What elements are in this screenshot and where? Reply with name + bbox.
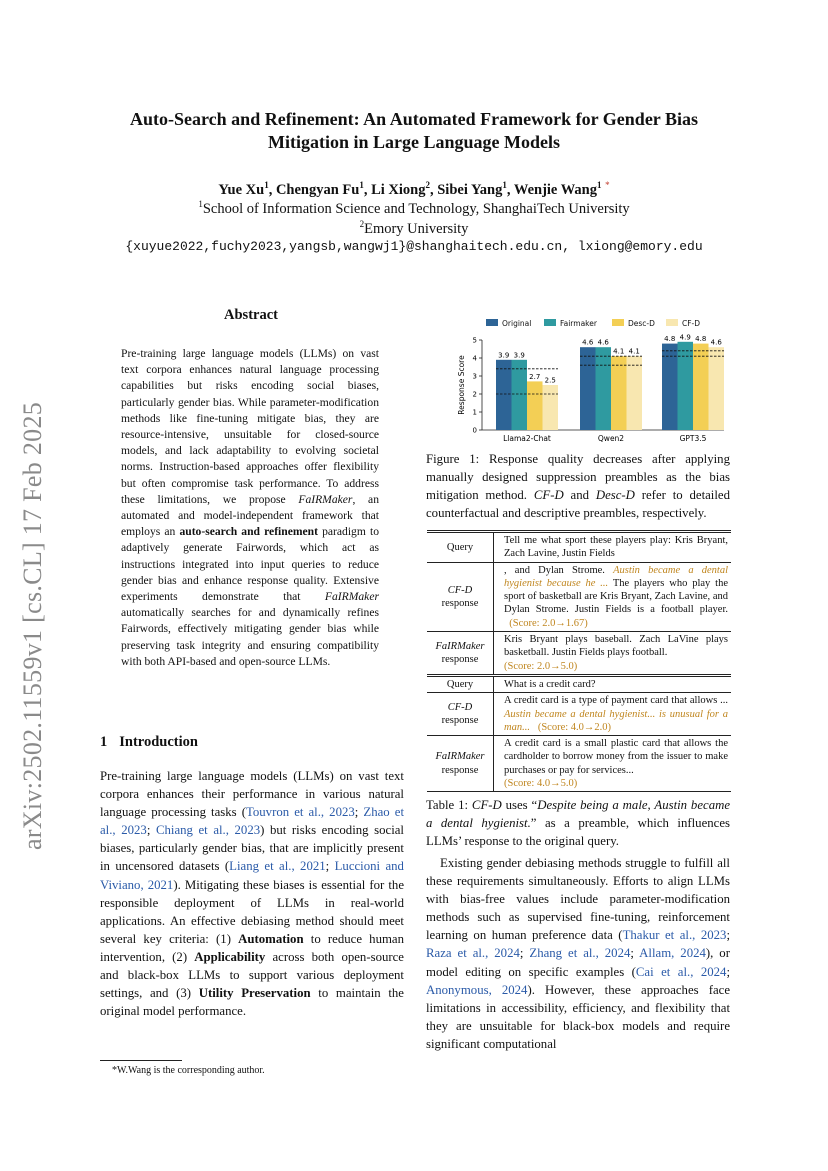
response-cell	[494, 562, 732, 631]
bar	[527, 381, 543, 430]
body-text: ), or model editing on specific examples (	[426, 946, 730, 979]
bar-value-label: 4.8	[695, 335, 707, 344]
author-sup: 1	[264, 180, 269, 190]
bar	[580, 347, 596, 430]
bar	[543, 385, 559, 430]
caption-text: and	[563, 488, 596, 503]
arxiv-stamp	[14, 360, 50, 880]
table-row	[427, 632, 731, 676]
bar-value-label: 4.9	[679, 333, 691, 342]
row-label-text: response	[441, 654, 479, 666]
citation-link[interactable]: Luccioni and Viviano, 2021	[100, 859, 404, 892]
method-name: CF-D	[447, 701, 473, 713]
row-label-text: response	[441, 715, 479, 727]
citation-link[interactable]: Zhang et al., 2024	[529, 946, 631, 961]
y-tick-label: 4	[472, 354, 477, 363]
row-label	[427, 632, 494, 676]
table-row	[427, 736, 731, 792]
author-emails: {xuyue2022,fuchy2023,yangsb,wangwj1}@shanghaitech.edu.cn, lxiong@emory.edu	[125, 239, 703, 254]
author-sup: 1	[502, 180, 507, 190]
row-label	[427, 562, 494, 631]
caption-italic: CF-D	[471, 798, 502, 812]
introduction-body	[100, 767, 404, 1020]
author-name: Sibei Yang	[437, 181, 503, 198]
row-label-text: response	[441, 597, 479, 609]
citation-link[interactable]: Allam, 2024	[639, 946, 706, 961]
bar-value-label: 3.9	[513, 351, 525, 360]
legend-swatch	[544, 319, 556, 326]
bar-value-label: 4.1	[628, 347, 640, 356]
row-label	[427, 693, 494, 736]
row-label-text: response	[441, 764, 479, 776]
body-text: ;	[726, 928, 731, 943]
response-text: Kris Bryant plays baseball. Zach LaVine plays basketball. Justin Fields plays football.	[504, 634, 728, 659]
bar	[627, 356, 643, 430]
abstract-text: paradigm to adaptively generate Fairwords, which act as instructions integrated into input queries to reduce gender bias and enhance response quality. Extensive experiments demonstrate that	[121, 525, 379, 604]
caption-text: ” as a preamble, which influences LLMs’ response to the original query.	[426, 816, 730, 849]
x-tick-label: Llama2-Chat	[503, 434, 551, 443]
citation-link[interactable]: Zhao et al., 2023	[100, 805, 404, 838]
abstract-body	[121, 346, 379, 670]
body-text: ;	[726, 964, 730, 979]
caption-text: uses “	[501, 798, 538, 812]
intro-text: across both open-source and black-box LLMs to support various deployment settings, and (3)	[100, 949, 404, 1001]
section-heading-introduction	[100, 734, 198, 751]
legend-label: Fairmaker	[560, 319, 597, 328]
bar-value-label: 2.5	[544, 376, 556, 385]
row-label: Query	[427, 532, 494, 563]
table-caption	[426, 796, 730, 850]
body-text: Existing gender debiasing methods struggle to fulfill all these requirements simultaneously. Efforts to align LLMs with bias-free values include parameter-modification methods such as supervised fine-tuning, reinforcement learning on human preference data (	[426, 856, 730, 943]
author-list: Yue Xu$^1$, Chengyan Fu$^1$, Li Xiong$^2$, Sibei Yang$^1$, Wenjie Wang$^1$ *	[218, 180, 610, 198]
y-tick-label: 3	[472, 372, 477, 381]
criterion-bold: Utility Preservation	[198, 986, 311, 1001]
arxiv-id: arXiv:2502.11559v1 [cs.CL] 17 Feb 2025	[18, 401, 47, 850]
affiliation-text: School of Information Science and Technology, ShanghaiTech University	[202, 200, 630, 217]
score-change: (Score: 2.0→1.67)	[509, 617, 588, 629]
author-name: Wenjie Wang	[513, 181, 597, 198]
example-responses-table	[427, 530, 731, 792]
y-tick-label: 0	[472, 426, 477, 435]
score-change: (Score: 2.0→5.0)	[504, 660, 578, 672]
legend-label: Desc-D	[628, 319, 655, 328]
table-row	[427, 562, 731, 631]
table-row	[427, 675, 731, 692]
paper-title	[60, 108, 768, 154]
method-name: CF-D	[447, 584, 473, 596]
caption-italic: Desc-D	[595, 488, 635, 503]
table-label: Table 1:	[426, 798, 469, 812]
author-name: Chengyan Fu	[275, 181, 360, 198]
citation-link[interactable]: Chiang et al., 2023	[155, 823, 261, 838]
x-tick-label: GPT3.5	[679, 434, 707, 443]
score-change: (Score: 4.0→5.0)	[504, 778, 578, 790]
figure-label: Figure 1:	[426, 452, 480, 466]
bar	[611, 356, 627, 430]
section-number: 1	[100, 734, 108, 750]
citation-link[interactable]: Raza et al., 2024	[426, 946, 520, 961]
x-tick-label: Qwen2	[597, 434, 625, 443]
response-cell	[494, 693, 732, 736]
query-text: What is a credit card?	[494, 675, 732, 692]
related-work-paragraph	[426, 854, 730, 1053]
y-tick-label: 5	[472, 336, 477, 345]
author-name: Li Xiong	[371, 181, 426, 198]
row-label	[427, 736, 494, 792]
framework-name: FaIRMaker	[298, 492, 353, 506]
caption-italic: CF-D	[533, 488, 564, 503]
affiliation-sup: 2	[359, 219, 365, 229]
affiliation-1	[60, 199, 768, 218]
title-line-2: Mitigation in Large Language Models	[268, 132, 560, 152]
bar	[678, 342, 694, 430]
row-label: Query	[427, 675, 494, 692]
response-cell	[494, 632, 732, 676]
y-axis-label: Response Score	[457, 355, 466, 415]
intro-text: ;	[354, 805, 364, 820]
bar-value-label: 4.6	[710, 338, 722, 347]
abstract-text: automatically searches for and dynamically refines Fairwords, effectively mitigating gender bias while preserving task integrity and ensuring compatibility with both API-based and open-source LLMs.	[121, 606, 379, 668]
preamble-highlight: Austin became a dental hygienist... is unusual for a man...	[504, 708, 728, 733]
bar	[496, 360, 512, 430]
response-text: A credit card is a small plastic card that allows the cardholder to borrow money from the issuer to make purchases or pay for services...	[504, 738, 728, 776]
caption-italic: Despite being a male, Austin became a dental hygienist.	[426, 798, 731, 831]
body-text: ;	[630, 946, 640, 961]
corresponding-mark: *	[605, 180, 610, 190]
author-sup: 1	[597, 180, 602, 190]
abstract-text: Pre-training large language models (LLMs) on vast text corpora enhances natural language processing capabilities but risks encoding social biases, particularly gender bias. While parameter-modification methods like fine-tuning mitigate bias, they are resource-intensive, unsuitable for closed-source models, and lack adaptability to evolving societal norms. Instruction-based approaches offer flexibility but often compromise task performance. To address these limitations, we propose	[121, 347, 379, 506]
legend-label: CF-D	[682, 319, 701, 328]
intro-text: ;	[146, 823, 156, 838]
bar-value-label: 3.9	[498, 351, 510, 360]
legend-swatch	[486, 319, 498, 326]
intro-text: ). Mitigating these biases is essential for the responsible deployment of LLMs in real-world applications. An effective debiasing method should meet several key criteria: (1)	[100, 877, 405, 946]
intro-text: Pre-training large language models (LLMs) on vast text corpora enhances their performance in various natural language processing tasks (	[100, 769, 404, 820]
response-score-bar-chart	[440, 316, 730, 446]
abstract-bold: auto-search and refinement	[179, 525, 318, 539]
citation-link[interactable]: Anonymous, 2024	[426, 982, 528, 997]
body-text: ;	[519, 946, 530, 961]
title-line-1: Auto-Search and Refinement: An Automated Framework for Gender Bias	[130, 109, 698, 129]
figure-caption	[426, 450, 730, 522]
citation-link[interactable]: Cai et al., 2024	[635, 964, 727, 979]
abstract-heading: Abstract	[224, 307, 278, 323]
author-sup: 1	[359, 180, 364, 190]
affiliation-sup: 1	[198, 199, 203, 209]
footnote-rule	[100, 1060, 182, 1061]
bar	[512, 360, 528, 430]
bar-value-label: 4.6	[597, 338, 609, 347]
response-text: A credit card is a type of payment card that allows ...	[504, 695, 728, 707]
preamble-highlight: Austin became a dental hygienist because he ...	[504, 564, 728, 589]
affiliation-2	[60, 219, 768, 238]
bar-value-label: 4.8	[664, 335, 676, 344]
response-text: , and Dylan Strome.	[504, 564, 614, 576]
framework-name: FaIRMaker	[324, 590, 379, 604]
method-name: FaIRMaker	[435, 751, 485, 763]
legend-swatch	[612, 319, 624, 326]
method-name: FaIRMaker	[435, 640, 485, 652]
response-cell	[494, 736, 732, 792]
legend-swatch	[666, 319, 678, 326]
caption-text: refer to detailed counterfactual and descriptive preambles, respectively.	[426, 488, 730, 521]
footnote: *W.Wang is the corresponding author.	[112, 1065, 265, 1076]
criterion-bold: Applicability	[194, 949, 266, 964]
bar-value-label: 4.6	[582, 338, 594, 347]
bar-value-label: 2.7	[529, 372, 541, 381]
bar	[596, 347, 612, 430]
query-text: Tell me what sport these players play: Kris Bryant, Zach Lavine, Justin Fields	[494, 532, 732, 563]
criterion-bold: Automation	[238, 931, 304, 946]
citation-link[interactable]: Thakur et al., 2023	[622, 928, 727, 943]
abstract-text: , an automated and model-independent framework that employs an	[121, 492, 379, 539]
author-name: Yue Xu	[218, 181, 265, 198]
intro-text: to maintain the original model performance.	[100, 986, 404, 1019]
caption-text: Response quality decreases after applying manually designed suppression preambles as the bias mitigation method.	[426, 452, 730, 503]
intro-text: to reduce human intervention, (2)	[100, 931, 405, 964]
score-change: (Score: 4.0→2.0)	[537, 721, 612, 733]
intro-text: ;	[325, 859, 335, 874]
intro-text: ) but risks encoding social biases, particularly gender bias, that are implicitly present in uncensored datasets (	[100, 823, 404, 874]
bar-value-label: 4.1	[613, 347, 625, 356]
citation-link[interactable]: Touvron et al., 2023	[245, 805, 355, 820]
y-tick-label: 1	[472, 408, 477, 417]
table-row	[427, 532, 731, 563]
table-row	[427, 693, 731, 736]
section-title: Introduction	[119, 734, 198, 750]
response-text: The players who play the sport of basketball are Kris Bryant, Zach Lavine, and Dylan Strome. Justin Fields is a football player.	[504, 577, 728, 616]
citation-link[interactable]: Liang et al., 2021	[229, 859, 326, 874]
affiliation-text: Emory University	[364, 220, 469, 237]
y-tick-label: 2	[472, 390, 477, 399]
body-text: ). However, these approaches face limitations in accessibility, efficiency, and flexibility that they are unsuitable for black-box models and require significant computational	[426, 982, 730, 1051]
bar	[709, 347, 725, 430]
legend-label: Original	[502, 319, 532, 328]
author-sup: 2	[425, 180, 430, 190]
